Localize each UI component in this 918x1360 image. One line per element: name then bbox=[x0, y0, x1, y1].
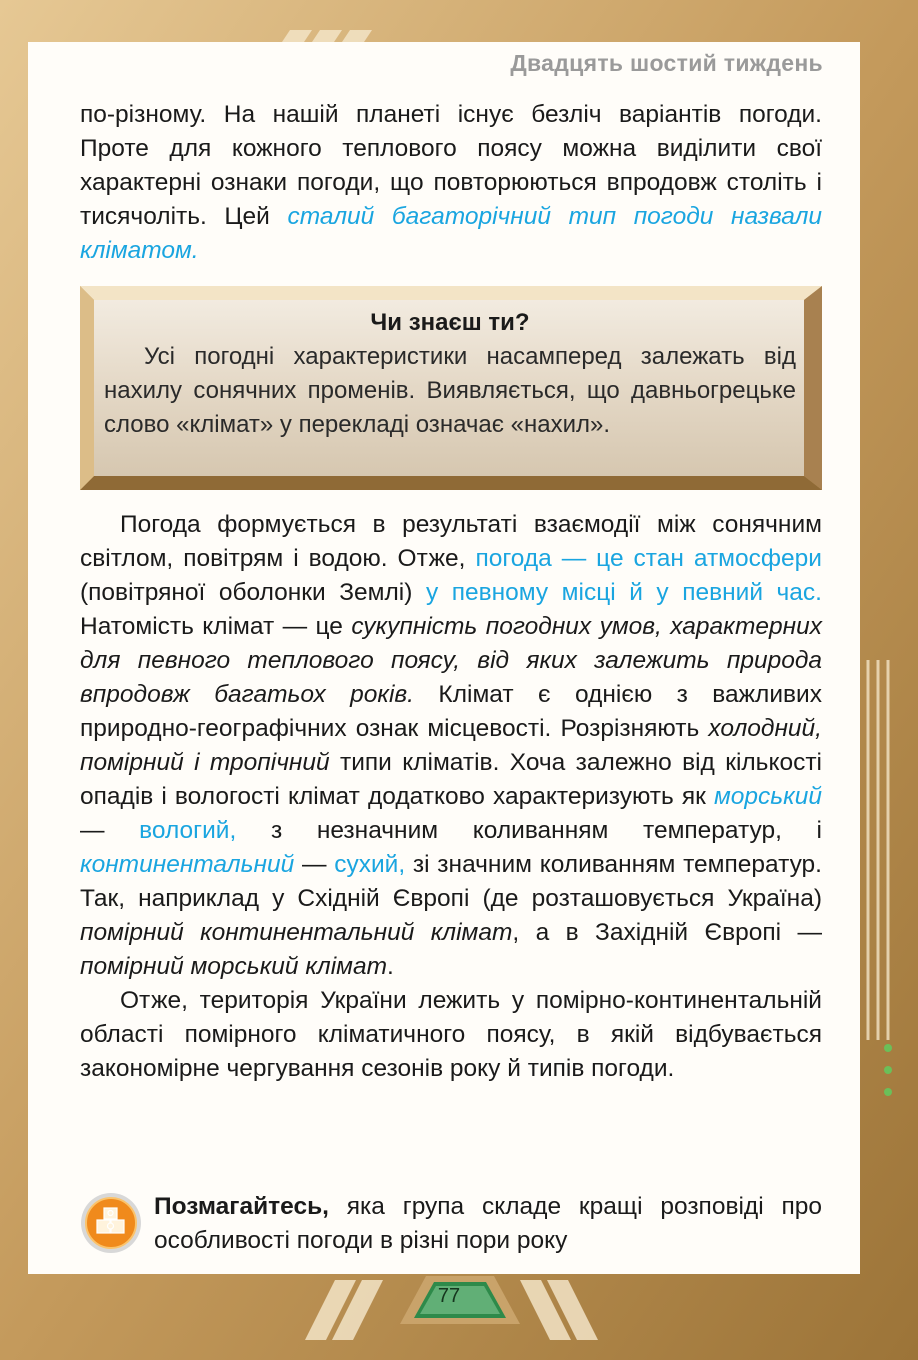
main-text bbox=[80, 508, 822, 1086]
paragraph-weather-climate: Погода формується в результаті взаємодії між сонячним світлом, повітрям і водою. Отже, погода — це стан атмосфери (повітряної оболонки Землі) у певному місці й у певний час. Натомість клімат — це сукупність погодних умов, характерних для певного теплового поясу, від яких залежить природа впродовж багатьох років. Клімат є однією з важливих природно-географічних ознак місцевості. Розрізняють холодний, помірний і тропічний типи кліматів. Хоча залежно від кількості опадів і вологості клімат додатково характеризують як морський — вологий, з незначним коливанням температур, і континентальний — сухий, зі значним коливанням температур. Так, наприклад у Східній Європі (де розташовується Україна) помірний континентальний клімат, а в Західній Європі — помірний морський клімат. bbox=[80, 511, 823, 980]
info-box-content bbox=[104, 306, 796, 442]
task-text: Позмагайтесь, яка група складе кращі розповіді про особливості погоди в різні пори року bbox=[154, 1193, 822, 1254]
page-header: Двадцять шостий тиждень bbox=[510, 50, 823, 76]
info-box-title: Чи знаєш ти? bbox=[370, 309, 530, 336]
climate-definition-italic: сукупність погодних умов, характерних для певного теплового поясу, від яких залежить природа впродовж багатьох років. bbox=[80, 613, 822, 708]
climate-definition: сталий багаторічний тип погоди назвали кліматом. bbox=[80, 203, 823, 264]
paragraph-ukraine-climate: Отже, територія України лежить у помірно-континентальній області помірного кліматичного поясу, в якій відбувається закономірне чергування сезонів року й типів погоди. bbox=[80, 987, 822, 1082]
puzzle-icon bbox=[80, 1192, 142, 1254]
info-box-text: Усі погодні характеристики насамперед залежать від нахилу сонячних променів. Виявляється, що давньогрецьке слово «клімат» у перекладі означає «нахил». bbox=[104, 343, 796, 438]
intro-paragraph bbox=[80, 98, 822, 268]
weather-definition: погода — це стан атмосфери bbox=[475, 545, 822, 572]
task-bold: Позмагайтесь, bbox=[154, 1193, 329, 1220]
intro-text: по-різному. На нашій планеті існує безліч варіантів погоди. Проте для кожного теплового поясу можна виділити свої характерні ознаки погоди, що повторюються впродовж століть і тисячоліть. Цей bbox=[80, 101, 822, 230]
page-number: 77 bbox=[437, 1285, 461, 1307]
